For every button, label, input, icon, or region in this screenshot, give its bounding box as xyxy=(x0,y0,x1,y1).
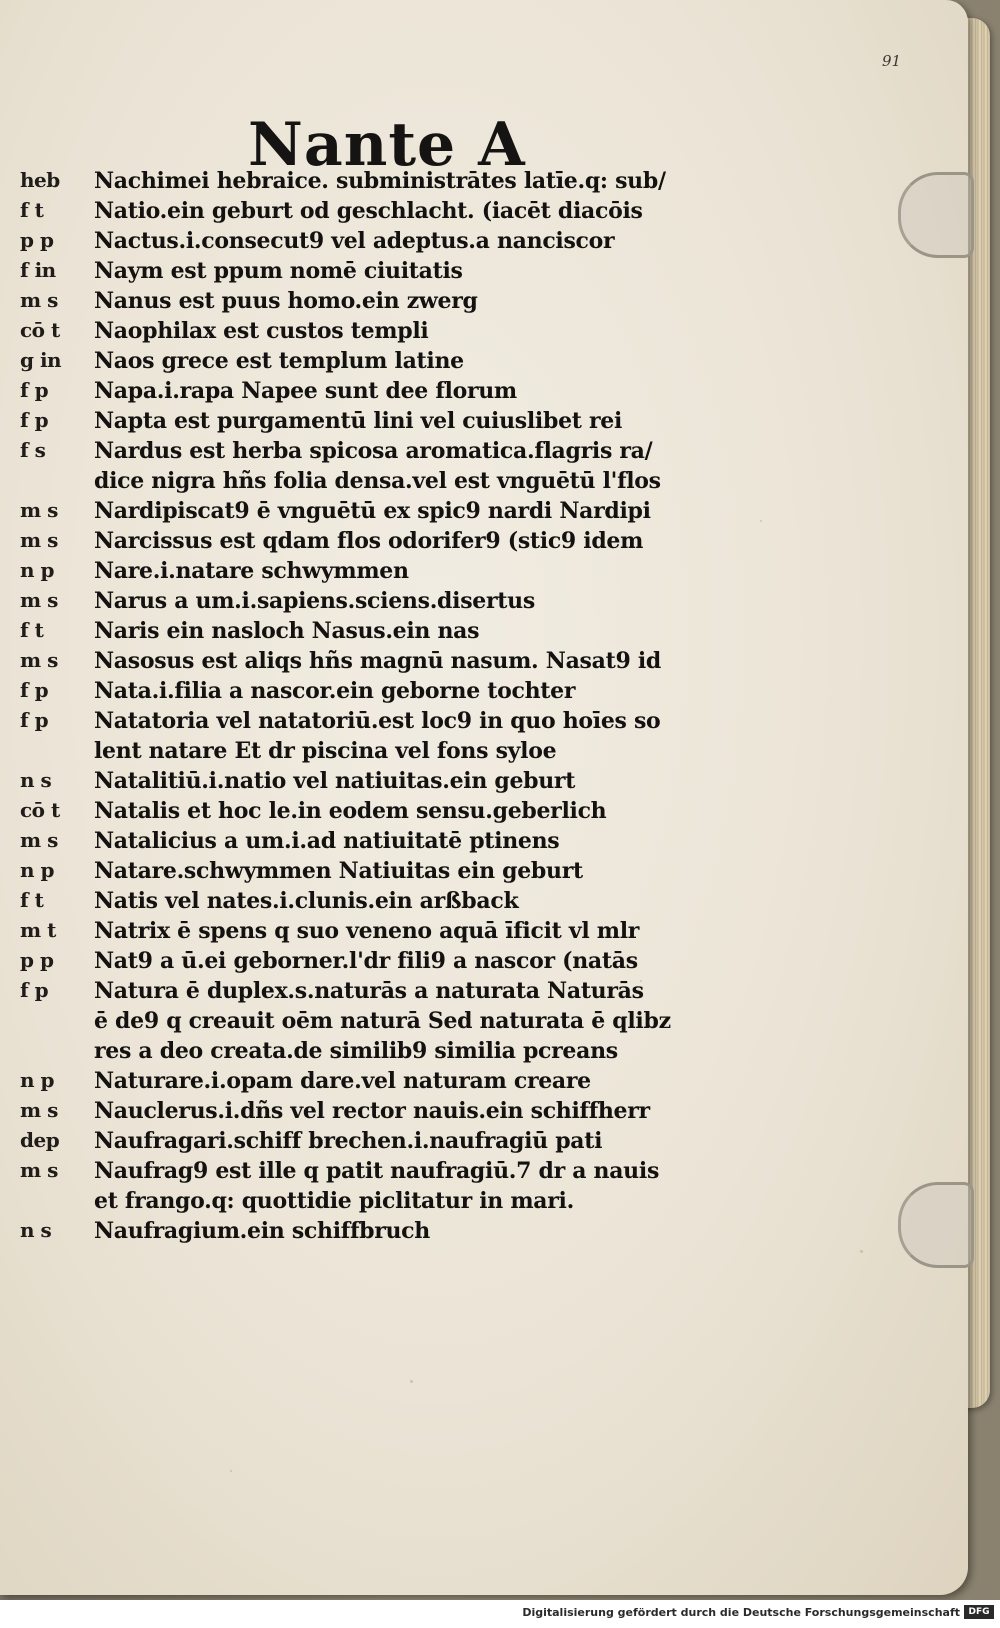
entry-text: Narus a um.i.sapiens.sciens.disertus xyxy=(94,588,535,614)
entry-text: Natare.schwymmen Natiuitas ein geburt xyxy=(94,858,583,884)
paper-speck xyxy=(410,1380,413,1383)
entry-text: Naos grece est templum latine xyxy=(94,348,464,374)
entry-code: n p xyxy=(20,858,54,882)
entry-code: m s xyxy=(20,648,58,672)
entry-line xyxy=(0,1036,968,1066)
entry-line xyxy=(0,796,968,826)
entry-line xyxy=(0,526,968,556)
entry-line xyxy=(0,436,968,466)
entry-code: dep xyxy=(20,1128,60,1152)
entry-text: Nat9 a ū.ei geborner.l'dr fili9 a nascor (natās xyxy=(94,948,638,974)
entry-text: Natalicius a um.i.ad natiuitatē ptinens xyxy=(94,828,560,854)
entry-code: f t xyxy=(20,618,44,642)
entry-text: Napa.i.rapa Napee sunt dee florum xyxy=(94,378,517,404)
entry-text: Nare.i.natare schwymmen xyxy=(94,558,409,584)
entry-text: Naym est ppum nomē ciuitatis xyxy=(94,258,463,284)
entry-code: f p xyxy=(20,408,49,432)
entry-line xyxy=(0,586,968,616)
entry-code: m s xyxy=(20,288,58,312)
entry-line xyxy=(0,316,968,346)
entry-line xyxy=(0,406,968,436)
entry-code: m s xyxy=(20,528,58,552)
entry-line xyxy=(0,556,968,586)
entry-line xyxy=(0,466,968,496)
entry-line xyxy=(0,916,968,946)
entry-text: Narcissus est qdam flos odorifer9 (stic9 idem xyxy=(94,528,644,554)
entry-text: Naophilax est custos templi xyxy=(94,318,429,344)
entry-line xyxy=(0,1186,968,1216)
entry-text: Natrix ē spens q suo veneno aquā īficit vl mlr xyxy=(94,918,640,944)
entry-line xyxy=(0,646,968,676)
entry-line xyxy=(0,496,968,526)
paper-speck xyxy=(860,1250,863,1253)
entry-line xyxy=(0,946,968,976)
entry-text: Natis vel nates.i.clunis.ein arßback xyxy=(94,888,519,914)
entry-text: Nachimei hebraice. subministrātes latīe.q: sub/ xyxy=(94,168,666,194)
entry-text: Naris ein nasloch Nasus.ein nas xyxy=(94,618,480,644)
entry-code: m s xyxy=(20,828,58,852)
entry-code: n p xyxy=(20,1068,54,1092)
entry-code: cō t xyxy=(20,318,60,342)
entry-code: f t xyxy=(20,198,44,222)
entry-line xyxy=(0,706,968,736)
entry-text: Naturare.i.opam dare.vel naturam creare xyxy=(94,1068,591,1094)
entry-line xyxy=(0,856,968,886)
entry-text: Nardipiscat9 ē vnguētū ex spic9 nardi Nardipi xyxy=(94,498,651,524)
entry-line xyxy=(0,1156,968,1186)
entry-code: m t xyxy=(20,918,56,942)
entry-line xyxy=(0,676,968,706)
entry-text: Nata.i.filia a nascor.ein geborne tochter xyxy=(94,678,576,704)
entry-code: n s xyxy=(20,768,52,792)
entry-line xyxy=(0,346,968,376)
entry-code: n p xyxy=(20,558,54,582)
entry-text: Naufragari.schiff brechen.i.naufragiū pati xyxy=(94,1128,603,1154)
entry-text: dice nigra hñs folia densa.vel est vnguētū l'flos xyxy=(94,468,661,494)
entry-code: f s xyxy=(20,438,46,462)
entry-text: Nasosus est aliqs hñs magnū nasum. Nasat9 id xyxy=(94,648,661,674)
entry-text: Natalitiū.i.natio vel natiuitas.ein geburt xyxy=(94,768,576,794)
entry-line xyxy=(0,166,968,196)
entry-line xyxy=(0,1066,968,1096)
entry-text: Natatoria vel natatoriū.est loc9 in quo hoīes so xyxy=(94,708,661,734)
entry-text: et frango.q: quottidie piclitatur in mari. xyxy=(94,1188,574,1214)
glossary-entries xyxy=(0,166,968,1246)
entry-text: Napta est purgamentū lini vel cuiuslibet rei xyxy=(94,408,623,434)
clasp-bottom xyxy=(898,1182,974,1268)
entry-text: Nanus est puus homo.ein zwerg xyxy=(94,288,478,314)
entry-text: Nactus.i.consecut9 vel adeptus.a nanciscor xyxy=(94,228,615,254)
paper-speck xyxy=(230,1470,232,1472)
entry-line xyxy=(0,256,968,286)
entry-line xyxy=(0,286,968,316)
entry-line xyxy=(0,1216,968,1246)
entry-line xyxy=(0,226,968,256)
folio-number: 91 xyxy=(882,52,902,70)
entry-line xyxy=(0,1006,968,1036)
entry-code: m s xyxy=(20,1158,58,1182)
entry-line xyxy=(0,766,968,796)
entry-text: Natura ē duplex.s.naturās a naturata Naturās xyxy=(94,978,644,1004)
entry-text: Nauclerus.i.dñs vel rector nauis.ein schiffherr xyxy=(94,1098,650,1124)
entry-line xyxy=(0,1126,968,1156)
dfg-logo: DFG xyxy=(964,1605,994,1619)
entry-code: f p xyxy=(20,378,49,402)
entry-code: g in xyxy=(20,348,62,372)
entry-line xyxy=(0,976,968,1006)
entry-code: m s xyxy=(20,1098,58,1122)
entry-line xyxy=(0,826,968,856)
entry-code: n s xyxy=(20,1218,52,1242)
entry-text: Naufragium.ein schiffbruch xyxy=(94,1218,430,1244)
entry-code: f t xyxy=(20,888,44,912)
entry-text: Nardus est herba spicosa aromatica.flagris ra/ xyxy=(94,438,653,464)
digitization-credit: Digitalisierung gefördert durch die Deutsche Forschungsgemeinschaft xyxy=(522,1606,960,1619)
entry-text: res a deo creata.de similib9 similia pcreans xyxy=(94,1038,618,1064)
entry-code: f p xyxy=(20,978,49,1002)
entry-text: lent natare Et dr piscina vel fons syloe xyxy=(94,738,557,764)
entry-text: ē de9 q creauit oēm naturā Sed naturata ē qlibz xyxy=(94,1008,671,1034)
entry-line xyxy=(0,886,968,916)
entry-line xyxy=(0,196,968,226)
entry-code: heb xyxy=(20,168,60,192)
entry-line xyxy=(0,616,968,646)
entry-text: Natio.ein geburt od geschlacht. (iacēt diacōis xyxy=(94,198,643,224)
entry-code: f p xyxy=(20,678,49,702)
entry-line xyxy=(0,736,968,766)
entry-code: p p xyxy=(20,948,54,972)
entry-code: f p xyxy=(20,708,49,732)
entry-text: Natalis et hoc le.in eodem sensu.geberlich xyxy=(94,798,607,824)
entry-line xyxy=(0,1096,968,1126)
entry-text: Naufrag9 est ille q patit naufragiū.7 dr a nauis xyxy=(94,1158,660,1184)
page-heading: Nante A xyxy=(248,110,526,180)
entry-line xyxy=(0,376,968,406)
entry-code: f in xyxy=(20,258,56,282)
entry-code: m s xyxy=(20,588,58,612)
clasp-top xyxy=(898,172,974,258)
entry-code: m s xyxy=(20,498,58,522)
entry-code: cō t xyxy=(20,798,60,822)
entry-code: p p xyxy=(20,228,54,252)
